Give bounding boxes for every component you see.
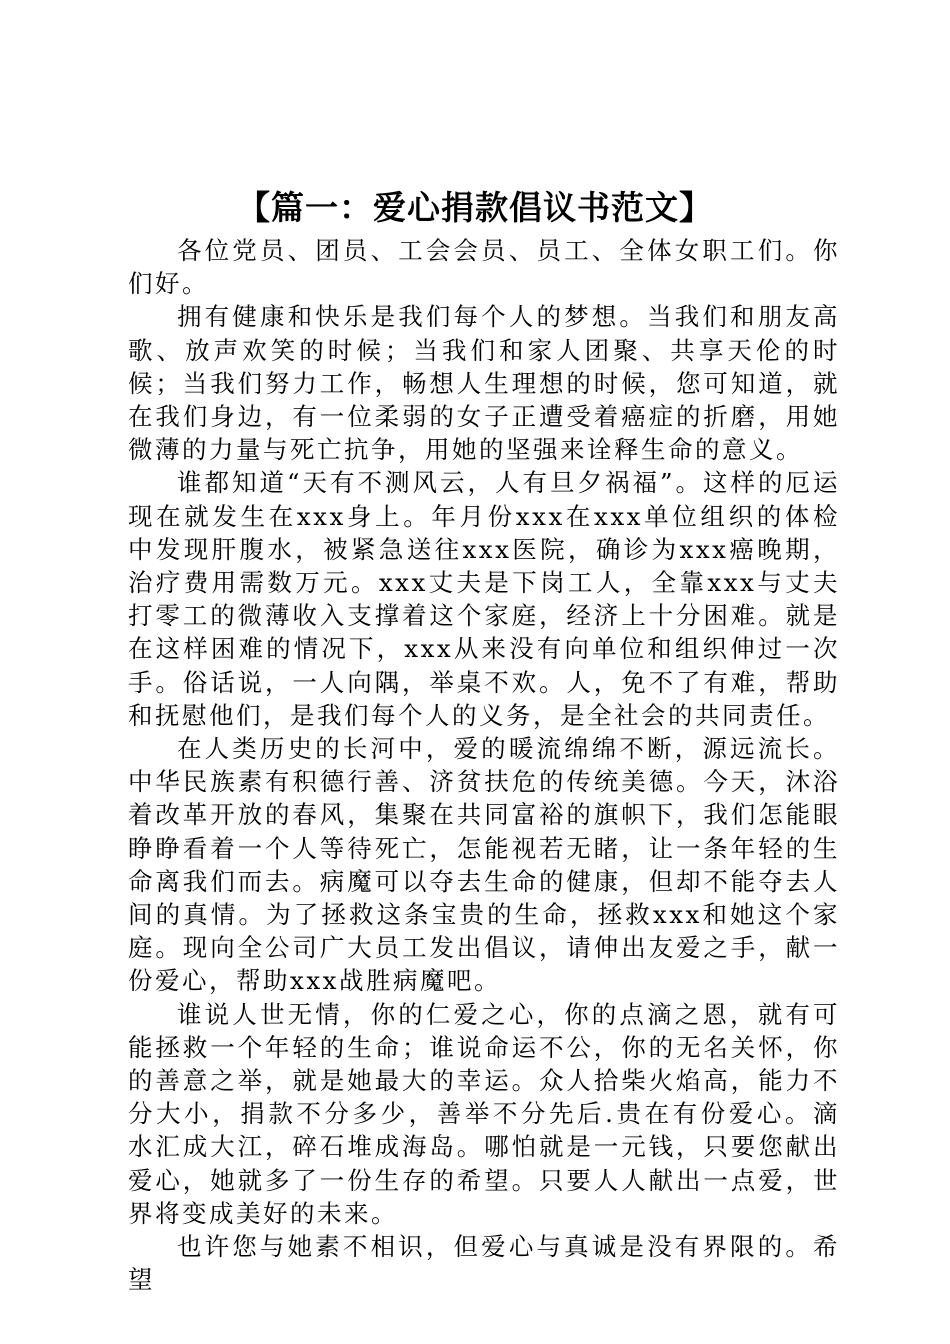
paragraph-tradition: 在人类历史的长河中，爱的暖流绵绵不断，源远流长。中华民族素有积德行善、济贫扶危的传统美德。今天，沐浴着改革开放的春风，集聚在共同富裕的旗帜下，我们怎能眼睁睁看着一个人等待死亡，怎能视若无睹，让一条年轻的生命离我们而去。病魔可以夺去生命的健康，但却不能夺去人间的真情。为了拯救这条宝贵的生命，拯救xxx和她这个家庭。现向全公司广大员工发出倡议，请伸出友爱之手，献一份爱心，帮助xxx战胜病魔吧。 bbox=[128, 734, 840, 996]
paragraph-dream: 拥有健康和快乐是我们每个人的梦想。当我们和朋友高歌、放声欢笑的时候；当我们和家人团聚、共享天伦的时候；当我们努力工作，畅想人生理想的时候，您可知道，就在我们身边，有一位柔弱的女子正遭受着癌症的折磨，用她微薄的力量与死亡抗争，用她的坚强来诠释生命的意义。 bbox=[128, 302, 840, 465]
paragraph-misfortune: 谁都知道“天有不测风云，人有旦夕祸福”。这样的厄运现在就发生在xxx身上。年月份xxx在xxx单位组织的体检中发现肝腹水，被紧急送往xxx医院，确诊为xxx癌晚期，治疗费用需数万元。xxx丈夫是下岗工人，全靠xxx与丈夫打零工的微薄收入支撑着这个家庭，经济上十分困难。就是在这样困难的情况下，xxx从来没有向单位和组织伸过一次手。俗话说，一人向隅，举桌不欢。人，免不了有难，帮助和抚慰他们，是我们每个人的义务，是全社会的共同责任。 bbox=[128, 468, 840, 730]
paragraph-hope: 也许您与她素不相识，但爱心与真诚是没有界限的。希望 bbox=[128, 1232, 840, 1295]
paragraph-appeal: 谁说人世无情，你的仁爱之心，你的点滴之恩，就有可能拯救一个年轻的生命；谁说命运不公，你的无名关怀，你的善意之举，就是她最大的幸运。众人拾柴火焰高，能力不分大小，捐款不分多少，善举不分先后.贵在有份爱心。滴水汇成大江，碎石堆成海岛。哪怕就是一元钱，只要您献出爱心，她就多了一份生存的希望。只要人人献出一点爱，世界将变成美好的未来。 bbox=[128, 999, 840, 1228]
paragraph-greeting: 各位党员、团员、工会会员、员工、全体女职工们。你们好。 bbox=[128, 236, 840, 299]
document-title: 【篇一：爱心捐款倡议书范文】 bbox=[237, 188, 713, 227]
document-body bbox=[128, 234, 840, 1297]
